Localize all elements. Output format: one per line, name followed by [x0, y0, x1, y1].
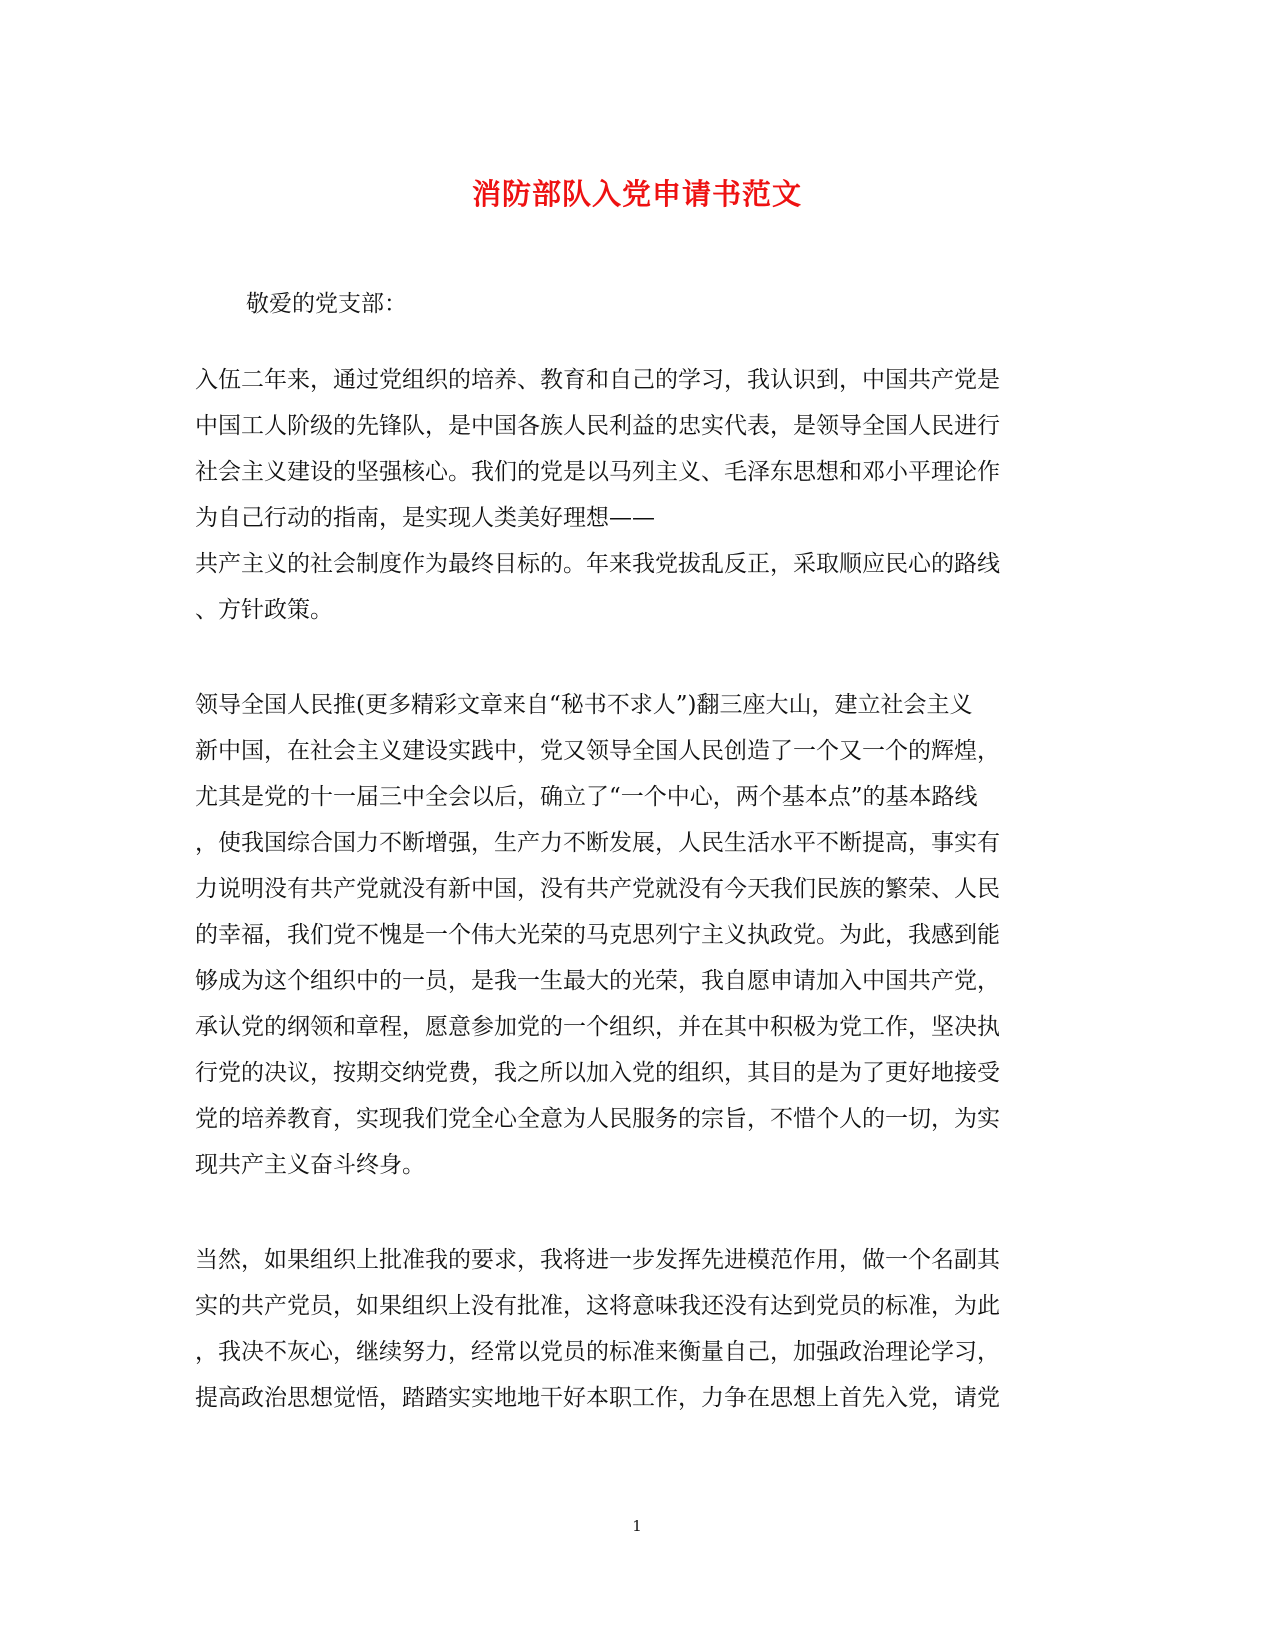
body-line: 尤其是党的十一届三中全会以后，确立了“一个中心，两个基本点”的基本路线 — [195, 784, 978, 810]
body-line: 、方针政策。 — [195, 597, 333, 623]
body-line: 够成为这个组织中的一员，是我一生最大的光荣，我自愿申请加入中国共产党， — [195, 968, 1000, 994]
body-line: 承认党的纲领和章程，愿意参加党的一个组织，并在其中积极为党工作，坚决执 — [195, 1014, 1000, 1040]
body-line: 现共产主义奋斗终身。 — [195, 1152, 425, 1178]
body-line: 中国工人阶级的先锋队，是中国各族人民利益的忠实代表，是领导全国人民进行 — [195, 413, 1000, 439]
body-line: 为自己行动的指南，是实现人类美好理想—— — [195, 505, 655, 531]
body-line: 新中国，在社会主义建设实践中，党又领导全国人民创造了一个又一个的辉煌， — [195, 738, 1000, 764]
body-line: 提高政治思想觉悟，踏踏实实地地干好本职工作，力争在思想上首先入党，请党 — [195, 1385, 1000, 1411]
body-line: 行党的决议，按期交纳党费，我之所以加入党的组织，其目的是为了更好地接受 — [195, 1060, 1000, 1086]
body-line: 入伍二年来，通过党组织的培养、教育和自己的学习，我认识到，中国共产党是 — [195, 367, 1000, 393]
body-line: 领导全国人民推(更多精彩文章来自“秘书不求人”)翻三座大山，建立社会主义 — [195, 692, 973, 718]
body-line: 社会主义建设的坚强核心。我们的党是以马列主义、毛泽东思想和邓小平理论作 — [195, 459, 1000, 485]
body-line: ，我决不灰心，继续努力，经常以党员的标准来衡量自己，加强政治理论学习， — [195, 1339, 1000, 1365]
body-line: 实的共产党员，如果组织上没有批准，这将意味我还没有达到党员的标准，为此 — [195, 1293, 1000, 1319]
salutation: 敬爱的党支部： — [246, 291, 407, 317]
body-line: 共产主义的社会制度作为最终目标的。年来我党拔乱反正，采取顺应民心的路线 — [195, 551, 1000, 577]
body-line: ，使我国综合国力不断增强，生产力不断发展，人民生活水平不断提高，事实有 — [195, 830, 1000, 856]
body-line: 的幸福，我们党不愧是一个伟大光荣的马克思列宁主义执政党。为此，我感到能 — [195, 922, 1000, 948]
page-number: 1 — [632, 1517, 642, 1535]
body-line: 当然，如果组织上批准我的要求，我将进一步发挥先进模范作用，做一个名副其 — [195, 1247, 1000, 1273]
document-title: 消防部队入党申请书范文 — [471, 177, 802, 211]
body-line: 力说明没有共产党就没有新中国，没有共产党就没有今天我们民族的繁荣、人民 — [195, 876, 1000, 902]
body-line: 党的培养教育，实现我们党全心全意为人民服务的宗旨，不惜个人的一切，为实 — [195, 1106, 1000, 1132]
